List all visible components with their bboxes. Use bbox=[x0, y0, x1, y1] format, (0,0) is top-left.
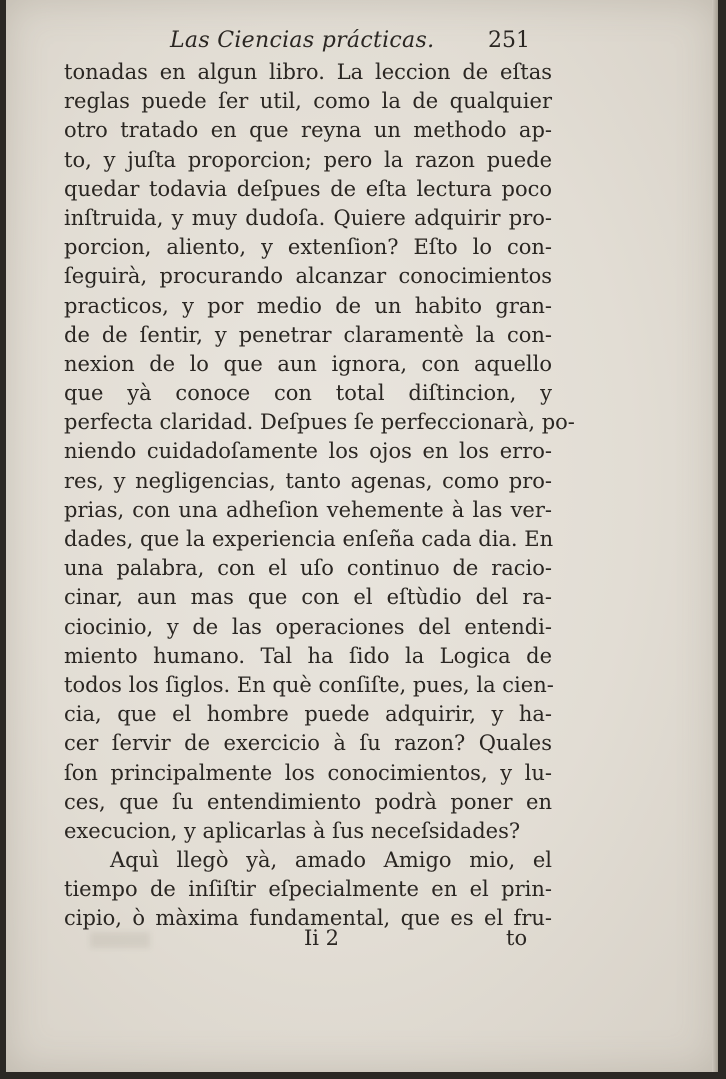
page-footer bbox=[6, 926, 718, 960]
text-line: res, y negligencias, tanto agenas, como pro- bbox=[64, 468, 552, 493]
text-line: tonadas en algun libro. La leccion de eſtas bbox=[64, 60, 552, 84]
text-line: prias, con una adheſion vehemente à las ver- bbox=[64, 497, 552, 522]
body-text bbox=[64, 58, 575, 934]
text-line: inſtruida, y muy dudoſa. Quiere adquirir pro- bbox=[64, 205, 552, 230]
text-line: quedar todavia deſpues de eſta lectura poco bbox=[64, 176, 552, 201]
text-line: cia, que el hombre puede adquirir, y ha- bbox=[64, 702, 552, 727]
text-line: otro tratado en que reyna un methodo ap- bbox=[64, 118, 552, 143]
text-line: reglas puede ſer util, como la de qualquier bbox=[64, 89, 552, 114]
signature-mark: Ii 2 bbox=[304, 926, 340, 950]
book-page bbox=[6, 0, 718, 1072]
text-line: que yà conoce con total diſtincion, y bbox=[64, 381, 552, 406]
text-line: miento humano. Tal ha ſido la Logica de bbox=[64, 643, 552, 668]
text-line: ſeguirà, procurando alcanzar conocimientos bbox=[64, 264, 552, 289]
text-line: porcion, aliento, y extenſion? Eſto lo con- bbox=[64, 235, 552, 260]
page-header bbox=[6, 28, 718, 62]
catchword: to bbox=[506, 926, 528, 950]
page-number: 251 bbox=[488, 28, 530, 53]
text-line: cer ſervir de exercicio à ſu razon? Quales bbox=[64, 731, 552, 756]
text-line: niendo cuidadoſamente los ojos en los erro- bbox=[64, 439, 552, 464]
text-line: de de ſentir, y penetrar claramentè la con- bbox=[64, 322, 552, 347]
text-line: ciocinio, y de las operaciones del entendi- bbox=[64, 614, 552, 639]
text-line: cipio, ò màxima fundamental, que es el fru- bbox=[64, 906, 552, 931]
text-line: practicos, y por medio de un habito gran- bbox=[64, 293, 552, 318]
text-line: to, y juſta proporcion; pero la razon puede bbox=[64, 147, 552, 172]
text-line: tiempo de inſiſtir eſpecialmente en el prin- bbox=[64, 877, 552, 902]
page-edge bbox=[712, 0, 718, 1072]
text-line: una palabra, con el uſo continuo de racio- bbox=[64, 556, 552, 581]
text-line: todos los ſiglos. En què conſiſte, pues, la cien- bbox=[64, 672, 554, 697]
text-line: execucion, y aplicarlas à ſus neceſsidades? bbox=[64, 818, 521, 843]
text-line: ces, que ſu entendimiento podrà poner en bbox=[64, 789, 552, 814]
paragraph-start-line: Aquì llegò yà, amado Amigo mio, el bbox=[110, 848, 552, 873]
text-line: dades, que la experiencia enſeña cada dia. En bbox=[64, 527, 554, 551]
text-line: cinar, aun mas que con el eſtùdio del ra- bbox=[64, 585, 552, 610]
running-title: Las Ciencias prácticas. bbox=[170, 28, 435, 53]
text-line: ſon principalmente los conocimientos, y lu- bbox=[64, 760, 552, 785]
text-line: perfecta claridad. Deſpues ſe perfeccionarà, po- bbox=[64, 410, 575, 435]
text-line: nexion de lo que aun ignora, con aquello bbox=[64, 351, 552, 376]
